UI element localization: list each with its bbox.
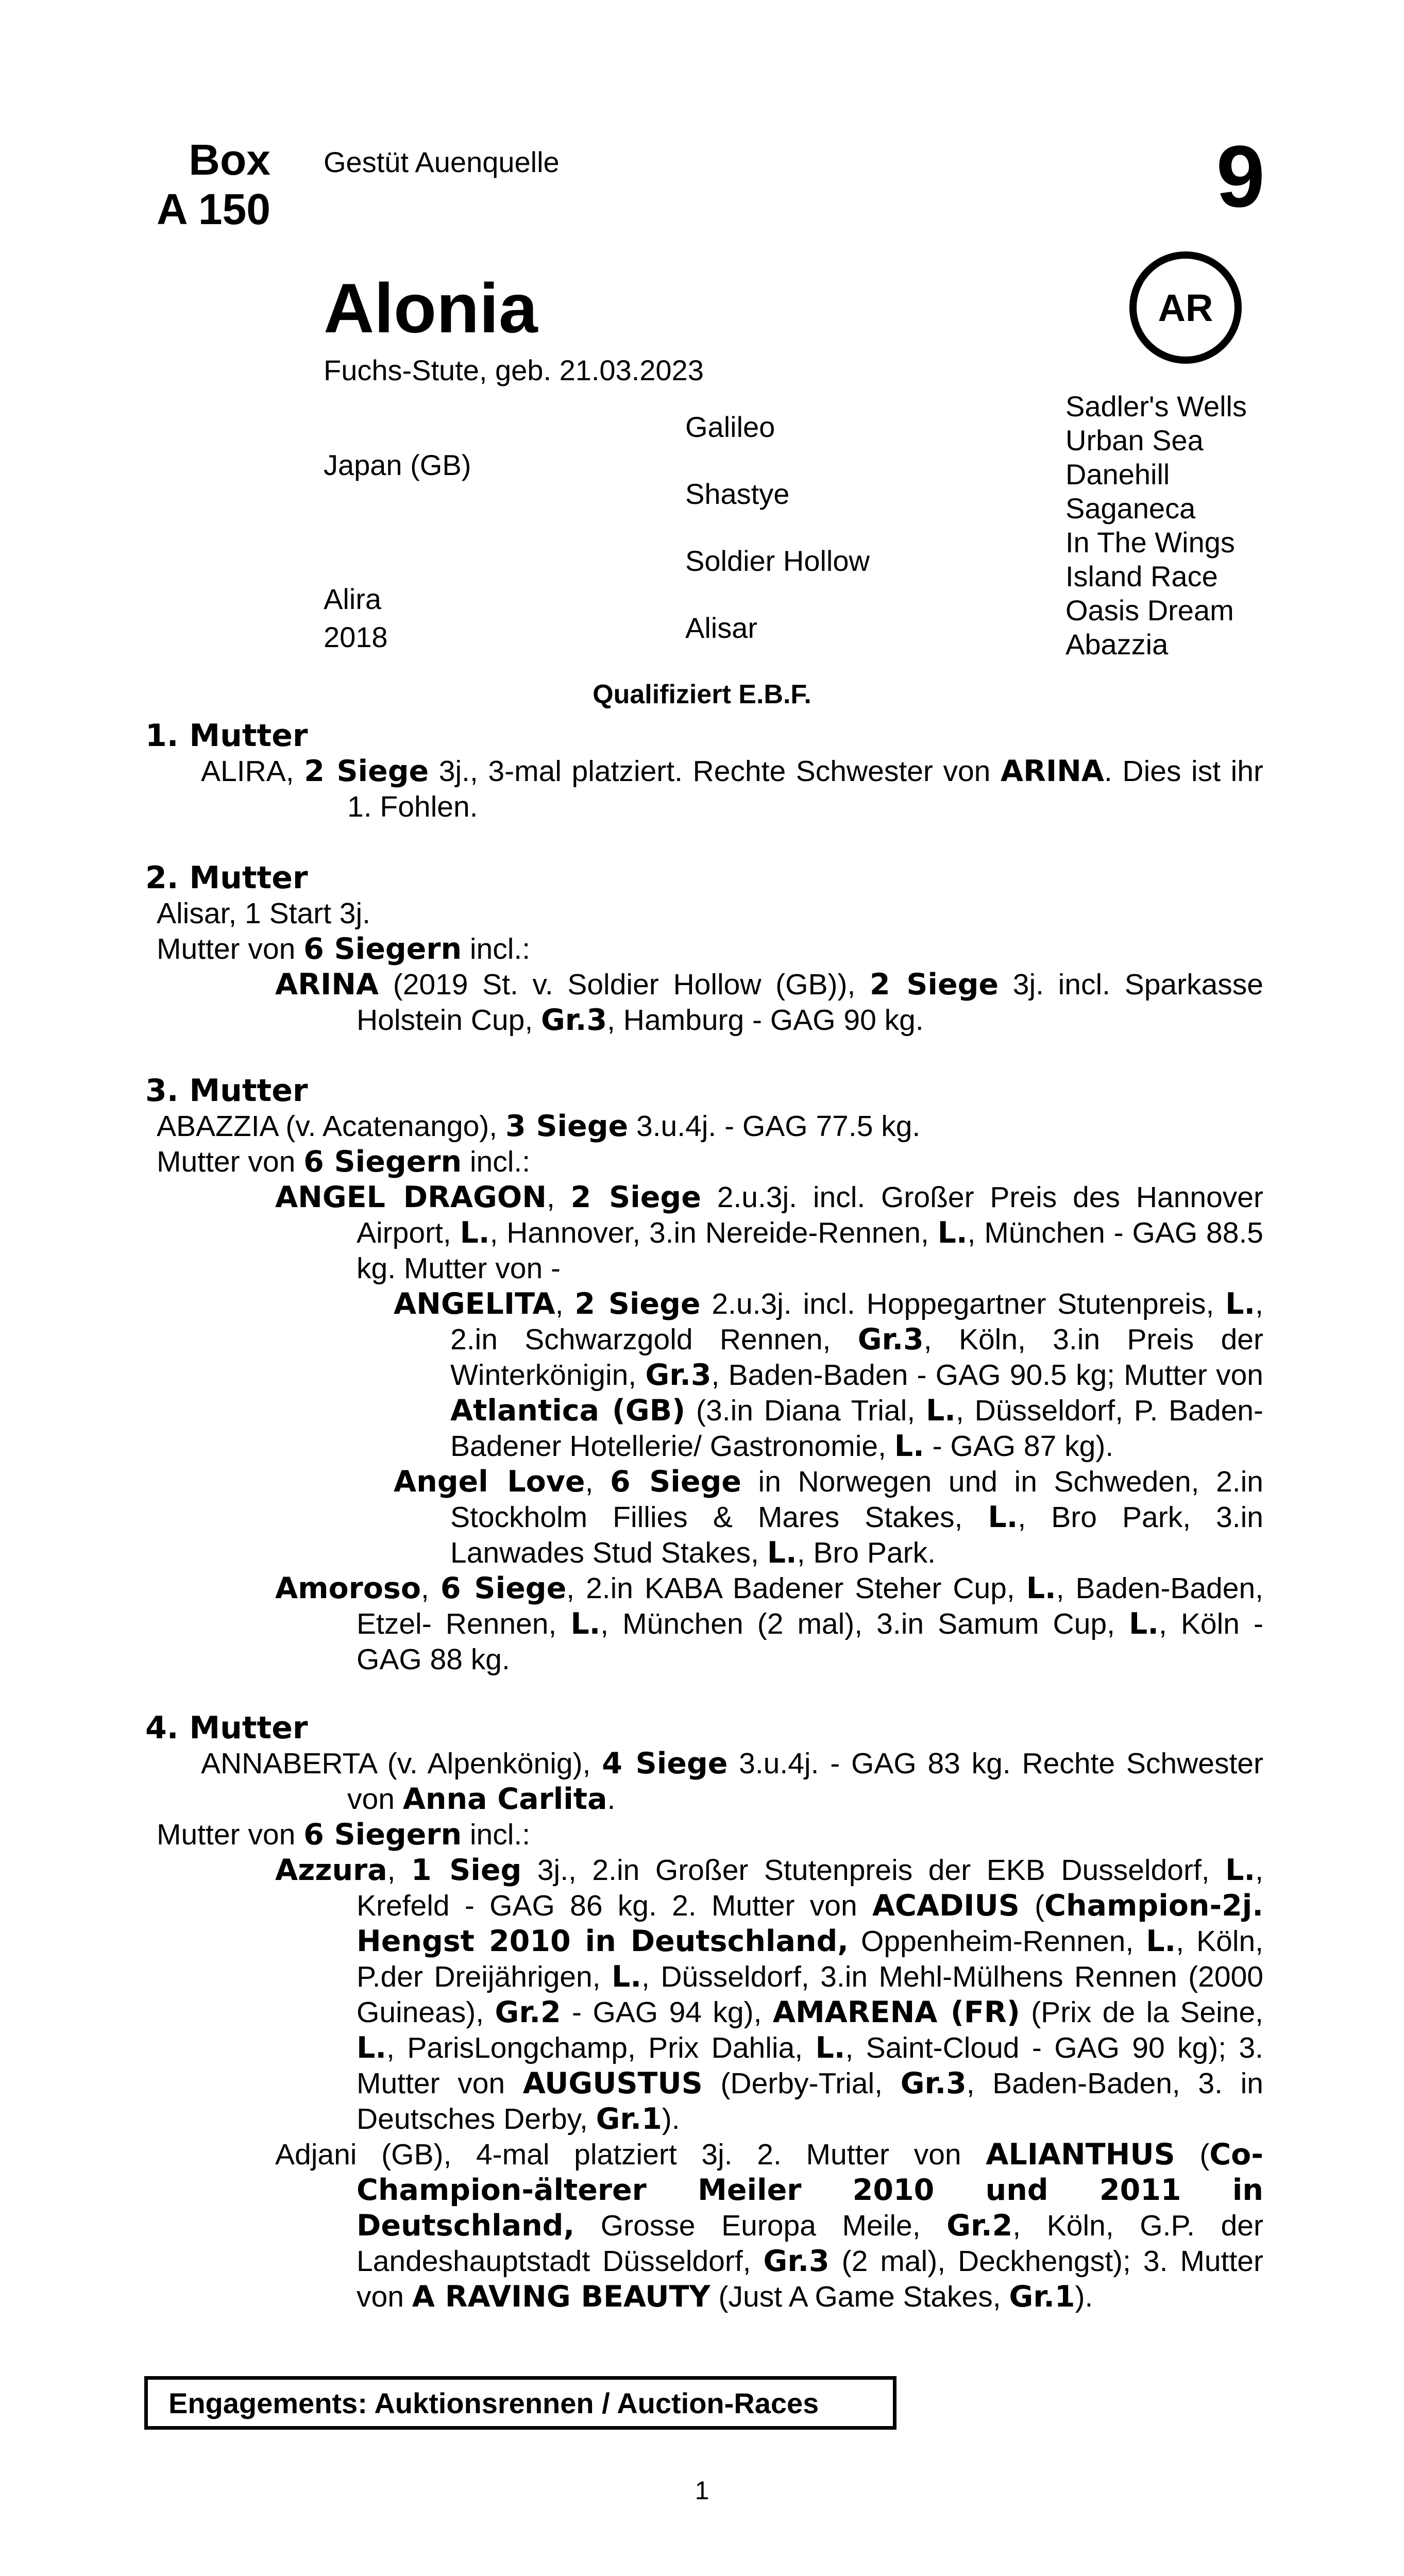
section-heading: 1. Mutter: [145, 718, 308, 754]
third-dam-text: ABAZZIA (v. Acatenango), 3 Siege 3.u.4j. - GAG 77.5 kg.: [157, 1109, 921, 1143]
box-label: [156, 135, 270, 233]
first-dam-section: [145, 718, 1263, 825]
pedigree-dam: Alira: [324, 583, 382, 615]
pedigree-grandparent: Soldier Hollow: [685, 545, 870, 577]
produce-entry: Adjani (GB), 4-mal platziert 3j. 2. Mutter von ALIANTHUS (Co-Champion-älterer Meiler 2010 und 2011 in Deutschland, Grosse Europa Meile, Gr.2, Köln, G.P. der Landeshauptstadt Düsseldorf, Gr.3 (2 mal), Deckhengst); 3. Mutter von A RAVING BEAUTY (Just A Game Stakes, Gr.1).: [275, 2138, 1263, 2314]
box-word: Box: [189, 135, 270, 184]
engagements-text: Engagements: Auktionsrennen / Auction-Races: [168, 2386, 819, 2419]
produce-entry: Azzura, 1 Sieg 3j., 2.in Großer Stutenpreis der EKB Dusseldorf, L., Krefeld - GAG 86 kg. 2. Mutter von ACADIUS (Champion-2j. Hengst 2010 in Deutschland, Oppenheim-Rennen, L., Köln, P.der Dreijährigen, L., Düsseldorf, 3.in Mehl-Mülhens Rennen (2000 Guineas), Gr.2 - GAG 94 kg), AMARENA (FR) (Prix de la Seine, L., ParisLongchamp, Prix Dahlia, L., Saint-Cloud - GAG 90 kg); 3. Mutter von AUGUSTUS (Derby-Trial, Gr.3, Baden-Baden, 3. in Deutsches Derby, Gr.1).: [275, 1853, 1264, 2136]
engagements-box: [144, 2376, 896, 2430]
pedigree-grandparent: Alisar: [685, 612, 758, 644]
qualification-note: Qualifiziert E.B.F.: [593, 680, 811, 709]
pedigree-great-grandparents: [1065, 389, 1247, 662]
pedigree-great-grandparent: In The Wings: [1065, 526, 1235, 558]
third-dam-section: [145, 1073, 1263, 1677]
fourth-dam-section: [145, 1710, 1263, 2315]
produce-entry: ANGEL DRAGON, 2 Siege 2.u.3j. incl. Großer Preis des Hannover Airport, L., Hannover, 3.in Nereide-Rennen, L., München - GAG 88.5 kg. Mutter von -: [275, 1180, 1263, 1285]
second-dam-text: Alisar, 1 Start 3j.: [157, 897, 371, 930]
produce-entry: Amoroso, 6 Siege, 2.in KABA Badener Steher Cup, L., Baden-Baden, Etzel- Rennen, L., München (2 mal), 3.in Samum Cup, L., Köln - GAG 88 kg.: [275, 1571, 1263, 1676]
pedigree-great-grandparent: Sadler's Wells: [1065, 390, 1247, 422]
lot-number: 9: [1216, 128, 1265, 226]
section-heading: 4. Mutter: [145, 1710, 308, 1746]
horse-description: Fuchs-Stute, geb. 21.03.2023: [324, 354, 704, 386]
page-number: 1: [695, 2476, 709, 2505]
third-dam-produce-intro: Mutter von 6 Siegern incl.:: [157, 1145, 531, 1179]
produce-entry: ANGELITA, 2 Siege 2.u.3j. incl. Hoppegartner Stutenpreis, L., 2.in Schwarzgold Rennen, Gr.3, Köln, 3.in Preis der Winterkönigin, Gr.3, Baden-Baden - GAG 90.5 kg; Mutter von Atlantica (GB) (3.in Diana Trial, L., Düsseldorf, P. Baden-Badener Hotellerie/ Gastronomie, L. - GAG 87 kg).: [394, 1287, 1263, 1463]
section-heading: 3. Mutter: [145, 1073, 308, 1109]
breeder-name: Gestüt Auenquelle: [324, 146, 560, 178]
pedigree-grandparent: Shastye: [685, 478, 790, 510]
first-dam-text: ALIRA, 2 Siege 3j., 3-mal platziert. Rechte Schwester von ARINA. Dies ist ihr 1. Fohlen.: [201, 754, 1263, 823]
pedigree-great-grandparent: Island Race: [1065, 560, 1218, 592]
pedigree-great-grandparent: Abazzia: [1065, 628, 1169, 660]
pedigree-grandparent: Galileo: [685, 411, 775, 443]
horse-name: Alonia: [324, 269, 538, 347]
produce-entry: Angel Love, 6 Siege in Norwegen und in Schweden, 2.in Stockholm Fillies & Mares Stakes, L., Bro Park, 3.in Lanwades Stud Stakes, L., Bro Park.: [394, 1465, 1263, 1570]
second-dam-section: [145, 860, 1263, 1038]
pedigree-sire: Japan (GB): [324, 449, 471, 481]
pedigree-great-grandparent: Oasis Dream: [1065, 594, 1234, 626]
section-heading: 2. Mutter: [145, 860, 308, 896]
box-number: A 150: [156, 185, 270, 233]
pedigree-great-grandparent: Urban Sea: [1065, 424, 1204, 456]
pedigree-dam-year: 2018: [324, 621, 388, 653]
fourth-dam-produce-intro: Mutter von 6 Siegern incl.:: [157, 1818, 531, 1852]
second-dam-produce-intro: Mutter von 6 Siegern incl.:: [157, 932, 531, 966]
ar-badge: AR: [1129, 251, 1242, 364]
pedigree-great-grandparent: Saganeca: [1065, 492, 1196, 524]
pedigree-great-grandparent: Danehill: [1065, 458, 1170, 490]
produce-entry: ARINA (2019 St. v. Soldier Hollow (GB)), 2 Siege 3j. incl. Sparkasse Holstein Cup, Gr.3, Hamburg - GAG 90 kg.: [275, 968, 1263, 1037]
fourth-dam-text: ANNABERTA (v. Alpenkönig), 4 Siege 3.u.4j. - GAG 83 kg. Rechte Schwester von Anna Carlita.: [201, 1747, 1263, 1816]
